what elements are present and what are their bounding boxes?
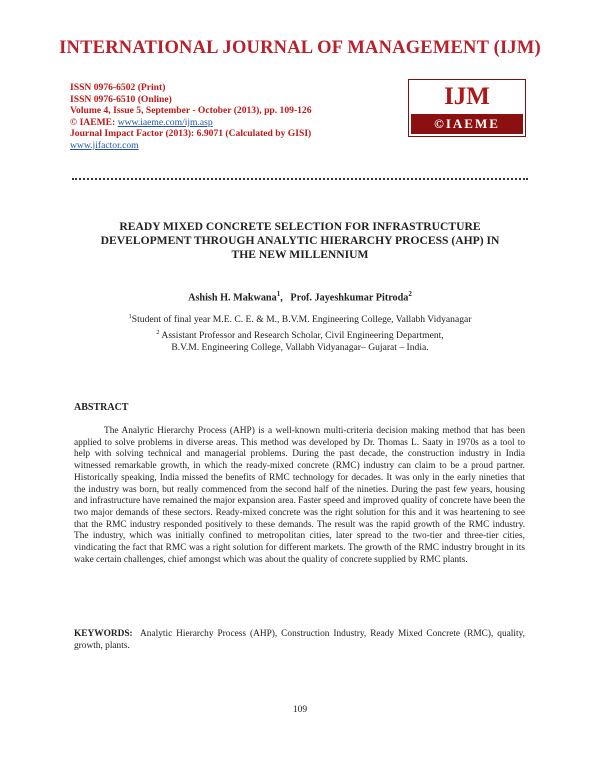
paper-title-line: READY MIXED CONCRETE SELECTION FOR INFRASTRUCTURE [119,220,481,233]
iaeme-line [70,117,312,129]
header-divider [72,178,528,180]
affiliation-line: B.V.M. Engineering College, Vallabh Vidyanagar– Gujarat – India. [171,342,429,354]
jifactor-line [70,140,312,152]
iaeme-label: © IAEME: [70,116,118,128]
paper-title-line: THE NEW MILLENNIUM [231,248,369,261]
author-name: Prof. Jayeshkumar Pitroda [290,292,409,304]
affiliation-text: Student of final year M.E. C. E. & M., B.V.M. Engineering College, Vallabh Vidyanagar [131,314,472,326]
affiliations [72,311,528,355]
keywords-text: Analytic Hierarchy Process (AHP), Construction Industry, Ready Mixed Concrete (RMC), quality, growth, plants. [74,629,528,651]
affiliation-line [72,327,528,343]
affiliation-mark: 2 [156,328,160,336]
jifactor-link[interactable]: www.jifactor.com [70,139,139,151]
author-separator: , [280,292,291,304]
issn-online: ISSN 0976-6510 (Online) [70,93,172,105]
journal-metadata [70,82,312,152]
ijm-logo [408,79,526,137]
iaeme-link[interactable]: www.iaeme.com/ijm.asp [117,116,213,128]
abstract-heading: ABSTRACT [74,402,129,413]
keywords-label: KEYWORDS: [74,629,133,639]
affiliation-mark: 1 [128,313,132,320]
affiliation-line [72,311,528,327]
issn-print: ISSN 0976-6502 (Print) [70,82,166,93]
author-name: Ashish H. Makwana [188,292,277,304]
paper-title [72,220,528,262]
paper-title-line: DEVELOPMENT THROUGH ANALYTIC HIERARCHY PROCESS (AHP) IN [100,234,500,247]
author-affiliation-mark: 2 [408,290,412,298]
impact-factor: Journal Impact Factor (2013): 6.9071 (Calculated by GISI) [70,128,312,140]
volume-info: Volume 4, Issue 5, September - October (2013), pp. 109-126 [70,105,312,117]
author-list [0,290,600,303]
page-number: 109 [292,705,308,715]
journal-title: INTERNATIONAL JOURNAL OF MANAGEMENT (IJM) [59,38,541,58]
logo-band: ©IAEME [411,114,523,134]
keywords [74,629,528,652]
author-affiliation-mark: 1 [276,290,281,298]
abstract-body: The Analytic Hierarchy Process (AHP) is a well-known multi-criteria decision making method that has been applied to solve problems in diverse areas. This method was developed by Dr. Thomas L. Saaty in 1970s as a tool to help with solving technical and managerial problems. During the past decade, the construction industry in India witnessed remarkable growth, in which the ready-mixed concrete (RMC) industry can claim to be a proud partner. Historically speaking, India missed the benefits of RMC technology for decades. It was only in the early nineties that the industry was born, but really commenced from the second half of the nineties. During the past few years, housing and infrastructure have remained the major expansion area. Faster speed and improved quality of concrete have been the two major demands of these sectors. Ready-mixed concrete was the right solution for this and it was heartening to see that the RMC industry responded positively to these demands. The result was the rapid growth of the RMC industry. The industry, which was initially confined to metropolitan cities, later spread to the two-tier and three-tier cities, vindicating the fact that RMC was a right solution for different markets. The growth of the RMC industry brought in its wake certain challenges, chief amongst which was about the quality of concrete supplied by RMC plants. [74,426,525,565]
logo-title: IJM [444,83,490,110]
affiliation-text: Assistant Professor and Research Scholar, Civil Engineering Department, [159,329,444,341]
